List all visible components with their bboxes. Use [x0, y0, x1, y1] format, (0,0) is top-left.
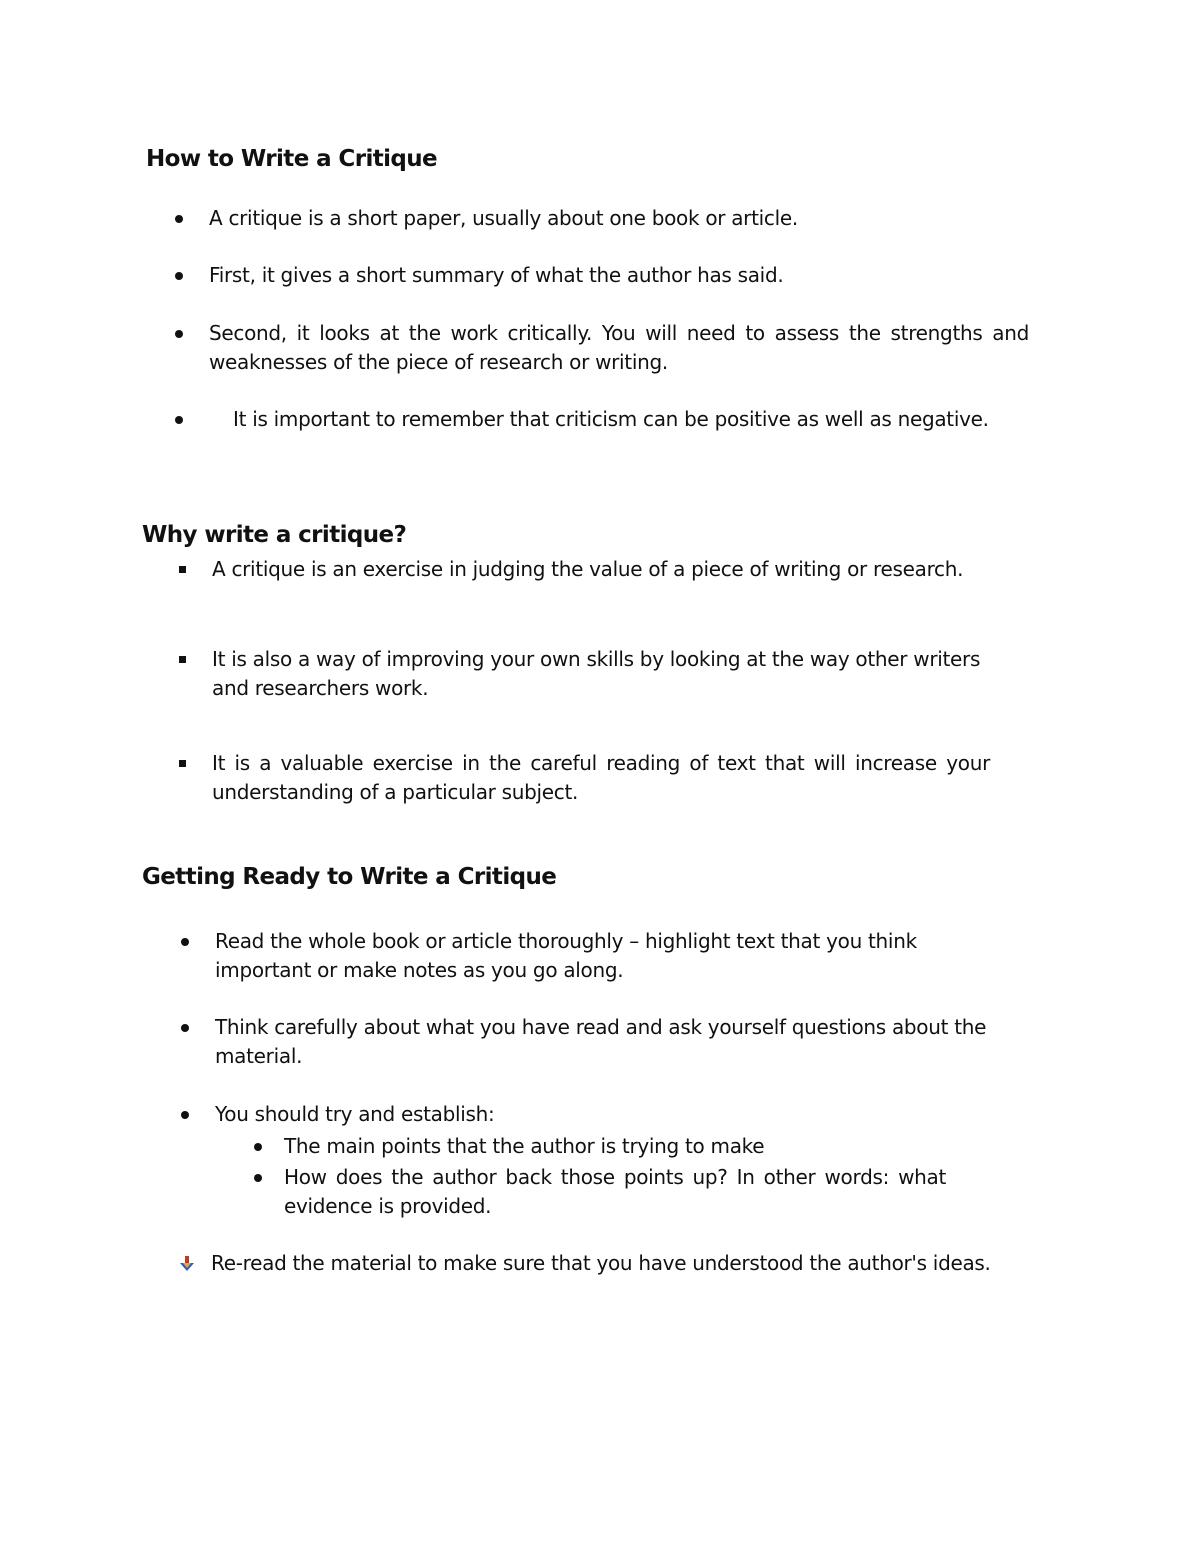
list-item: First, it gives a short summary of what the author has said.: [209, 261, 1029, 290]
list-item: You should try and establish:: [215, 1100, 1005, 1129]
square-bullet-icon: [179, 760, 186, 767]
list-item: A critique is an exercise in judging the value of a piece of writing or research.: [212, 555, 990, 584]
bullet-icon: [254, 1174, 262, 1182]
bullet-icon: [175, 215, 183, 223]
list-item: Re-read the material to make sure that you have understood the author's ideas.: [211, 1249, 991, 1278]
list-item: It is important to remember that criticism can be positive as well as negative.: [209, 405, 1029, 434]
bullet-icon: [254, 1143, 262, 1151]
sub-list-item: How does the author back those points up? In other words: what evidence is provided.: [284, 1163, 946, 1221]
section-heading-why-write: Why write a critique?: [142, 522, 407, 548]
bullet-icon: [175, 416, 183, 424]
bullet-icon: [181, 938, 189, 946]
list-item: Second, it looks at the work critically. You will need to assess the strengths and weaknesses of the piece of research or writing.: [209, 319, 1029, 377]
list-item: It is also a way of improving your own skills by looking at the way other writers and researchers work.: [212, 645, 990, 703]
sub-list-item: The main points that the author is trying to make: [284, 1132, 954, 1161]
list-item: Read the whole book or article thoroughly – highlight text that you think important or make notes as you go along.: [215, 927, 1005, 985]
bullet-icon: [181, 1111, 189, 1119]
square-bullet-icon: [179, 566, 186, 573]
bullet-icon: [175, 272, 183, 280]
list-item: A critique is a short paper, usually about one book or article.: [209, 204, 1029, 233]
arrow-down-icon: [180, 1256, 194, 1272]
bullet-icon: [175, 330, 183, 338]
bullet-icon: [181, 1024, 189, 1032]
square-bullet-icon: [179, 656, 186, 663]
list-item: It is a valuable exercise in the careful reading of text that will increase your understanding of a particular subject.: [212, 749, 990, 807]
section-heading-getting-ready: Getting Ready to Write a Critique: [142, 864, 557, 890]
list-item: Think carefully about what you have read and ask yourself questions about the material.: [215, 1013, 1015, 1071]
section-heading-how-to-write: How to Write a Critique: [146, 146, 438, 172]
